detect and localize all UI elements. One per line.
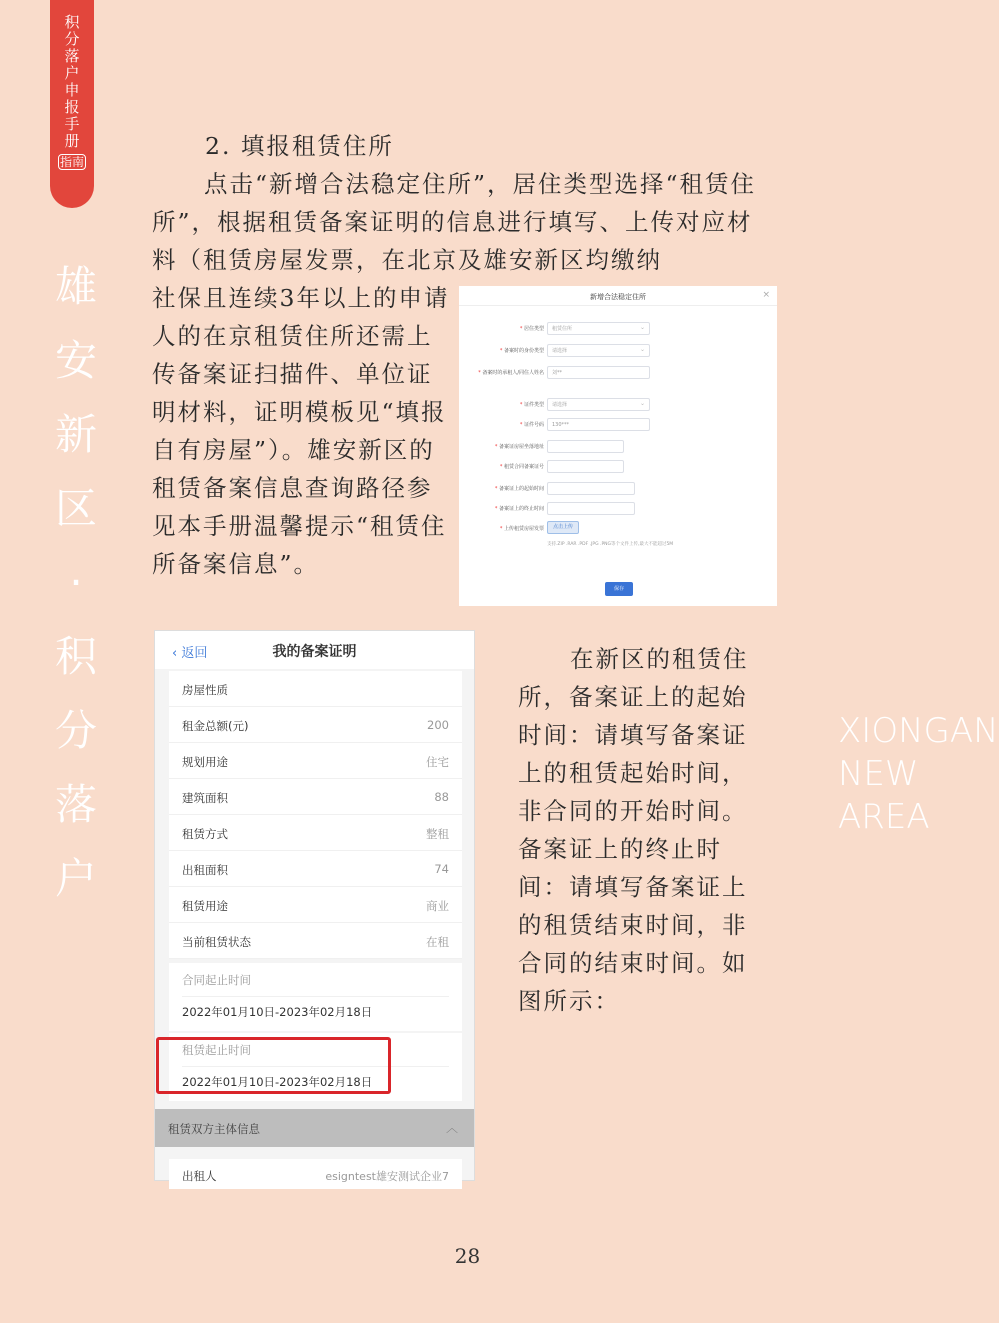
phone-screenshot xyxy=(154,630,475,1181)
info-row-label: 房屋性质 xyxy=(182,683,228,697)
form-row xyxy=(459,502,777,516)
form-row xyxy=(459,522,777,536)
form-row xyxy=(459,482,777,496)
side-tab xyxy=(50,0,94,208)
info-row-label: 租金总额(元) xyxy=(182,719,249,733)
info-row-value: 整租 xyxy=(426,827,449,841)
lessor-label: 出租人 xyxy=(182,1169,217,1183)
lessor-row xyxy=(169,1159,462,1189)
info-row xyxy=(169,887,462,923)
form-screenshot xyxy=(459,286,777,606)
form-row-label: * 上传租赁房屋发票 xyxy=(500,525,544,532)
close-icon[interactable]: × xyxy=(762,290,770,300)
section-bar[interactable] xyxy=(155,1109,474,1147)
chevron-down-icon: ⌄ xyxy=(639,324,645,331)
form-row xyxy=(459,460,777,474)
form-row-label: * 租赁合同备案证号 xyxy=(500,463,544,470)
info-row xyxy=(169,851,462,887)
info-row-label: 规划用途 xyxy=(182,755,228,769)
lease-period-label: 租赁起止时间 xyxy=(182,1043,251,1057)
paragraph-1-text: 点击“新增合法稳定住所”，居住类型选择“租赁住所”，根据租赁备案证明的信息进行填写、上传对应材料（租赁房屋发票，在北京及雄安新区均缴纳 xyxy=(152,170,757,274)
info-row-label: 当前租赁状态 xyxy=(182,935,251,949)
form-row-label: * 备案时的承租人/同住人姓名 xyxy=(478,369,544,376)
form-input[interactable] xyxy=(547,418,650,431)
save-button[interactable]: 保存 xyxy=(605,582,633,596)
info-row-label: 租赁方式 xyxy=(182,827,228,841)
form-title: 新增合法稳定住所 xyxy=(590,293,646,301)
form-select[interactable] xyxy=(547,322,650,335)
form-row xyxy=(459,322,777,336)
form-field-value: 租赁住所 xyxy=(552,326,573,332)
paragraph-2: 社保且连续3年以上的申请人的在京租赁住所还需上传备案证扫描件、单位证明材料，证明模板见“填报自有房屋”）。雄安新区的租赁备案信息查询路径参见本手册温馨提示“租赁住所备案信息”。 xyxy=(152,284,450,578)
form-row-label: * 证件类型 xyxy=(520,401,544,408)
contract-period-value: 2022年01月10日-2023年02月18日 xyxy=(182,1005,373,1019)
form-select[interactable] xyxy=(547,398,650,411)
form-select[interactable] xyxy=(547,344,650,357)
info-row-value: 74 xyxy=(434,862,449,876)
contract-period-label: 合同起止时间 xyxy=(182,973,251,987)
phone-title: 我的备案证明 xyxy=(272,644,357,660)
back-label: 返回 xyxy=(181,646,208,661)
form-field-value: 刘** xyxy=(552,370,563,376)
info-row xyxy=(169,743,462,779)
info-row xyxy=(169,671,462,707)
form-row-label: * 备案证房屋坐落地址 xyxy=(495,443,544,450)
phone-header xyxy=(155,631,474,669)
divider xyxy=(182,996,449,997)
contract-period-block xyxy=(169,963,462,1031)
highlight-box xyxy=(156,1037,391,1094)
lessor-value: esigntest雄安测试企业7 xyxy=(325,1170,449,1183)
form-row xyxy=(459,398,777,412)
form-field-value: 130*** xyxy=(552,422,570,428)
form-field-value: 请选择 xyxy=(552,402,568,408)
form-row xyxy=(459,418,777,432)
chevron-left-icon: ‹ xyxy=(172,646,182,661)
paragraph-1 xyxy=(152,165,777,279)
info-row-label: 出租面积 xyxy=(182,863,228,877)
form-input[interactable] xyxy=(547,460,624,473)
page-number: 28 xyxy=(454,1244,481,1268)
info-row-label: 租赁用途 xyxy=(182,899,228,913)
info-row xyxy=(169,779,462,815)
form-row xyxy=(459,366,777,380)
chevron-up-icon: ︿ xyxy=(445,1121,458,1135)
info-row-value: 在租 xyxy=(426,935,449,949)
vertical-en-title: XIONGAN NEW AREA xyxy=(838,711,999,837)
info-list xyxy=(169,671,462,959)
form-row-label: * 备案时的身份类型 xyxy=(500,347,544,354)
section-bar-label: 租赁双方主体信息 xyxy=(168,1122,260,1136)
info-row-value: 200 xyxy=(427,718,449,732)
form-row-label: * 居住类型 xyxy=(520,325,544,332)
side-tab-title: 积分落户申报手册 xyxy=(64,13,80,150)
vertical-title: 雄安新区·积分落户 xyxy=(54,262,97,903)
info-row-label: 建筑面积 xyxy=(182,791,228,805)
upload-button[interactable]: 点击上传 xyxy=(547,521,579,534)
paragraph-3-text: 在新区的租赁住所，备案证上的起始时间：请填写备案证上的租赁起始时间，非合同的开始时间。备案证上的终止时间：请填写备案证上的租赁结束时间，非合同的结束时间。如图所示： xyxy=(518,645,749,1015)
form-divider xyxy=(459,305,777,306)
form-input[interactable] xyxy=(547,440,624,453)
chevron-down-icon: ⌄ xyxy=(639,346,645,353)
form-input[interactable] xyxy=(547,502,635,515)
side-tab-badge: 指南 xyxy=(59,155,84,169)
info-row-value: 住宅 xyxy=(426,755,449,769)
info-row xyxy=(169,923,462,959)
form-input[interactable] xyxy=(547,482,635,495)
form-field-value: 请选择 xyxy=(552,348,568,354)
info-row-value: 88 xyxy=(434,790,449,804)
chevron-down-icon: ⌄ xyxy=(639,400,645,407)
info-row xyxy=(169,707,462,743)
info-row xyxy=(169,815,462,851)
paragraph-3 xyxy=(518,640,760,1020)
upload-tip: 支持.ZIP .RAR .PDF .JPG .PNG等个文件上传,最大不能超过5M xyxy=(547,542,674,547)
info-row-value: 商业 xyxy=(426,899,449,913)
lease-period-value: 2022年01月10日-2023年02月18日 xyxy=(182,1075,373,1089)
form-row xyxy=(459,440,777,454)
form-row-label: * 证件号码 xyxy=(520,421,544,428)
form-row-label: * 备案证上的终止时间 xyxy=(495,505,544,512)
form-input[interactable] xyxy=(547,366,650,379)
section-heading: 2. 填报租赁住所 xyxy=(205,132,394,160)
form-row-label: * 备案证上的起始时间 xyxy=(495,485,544,492)
form-row xyxy=(459,344,777,358)
